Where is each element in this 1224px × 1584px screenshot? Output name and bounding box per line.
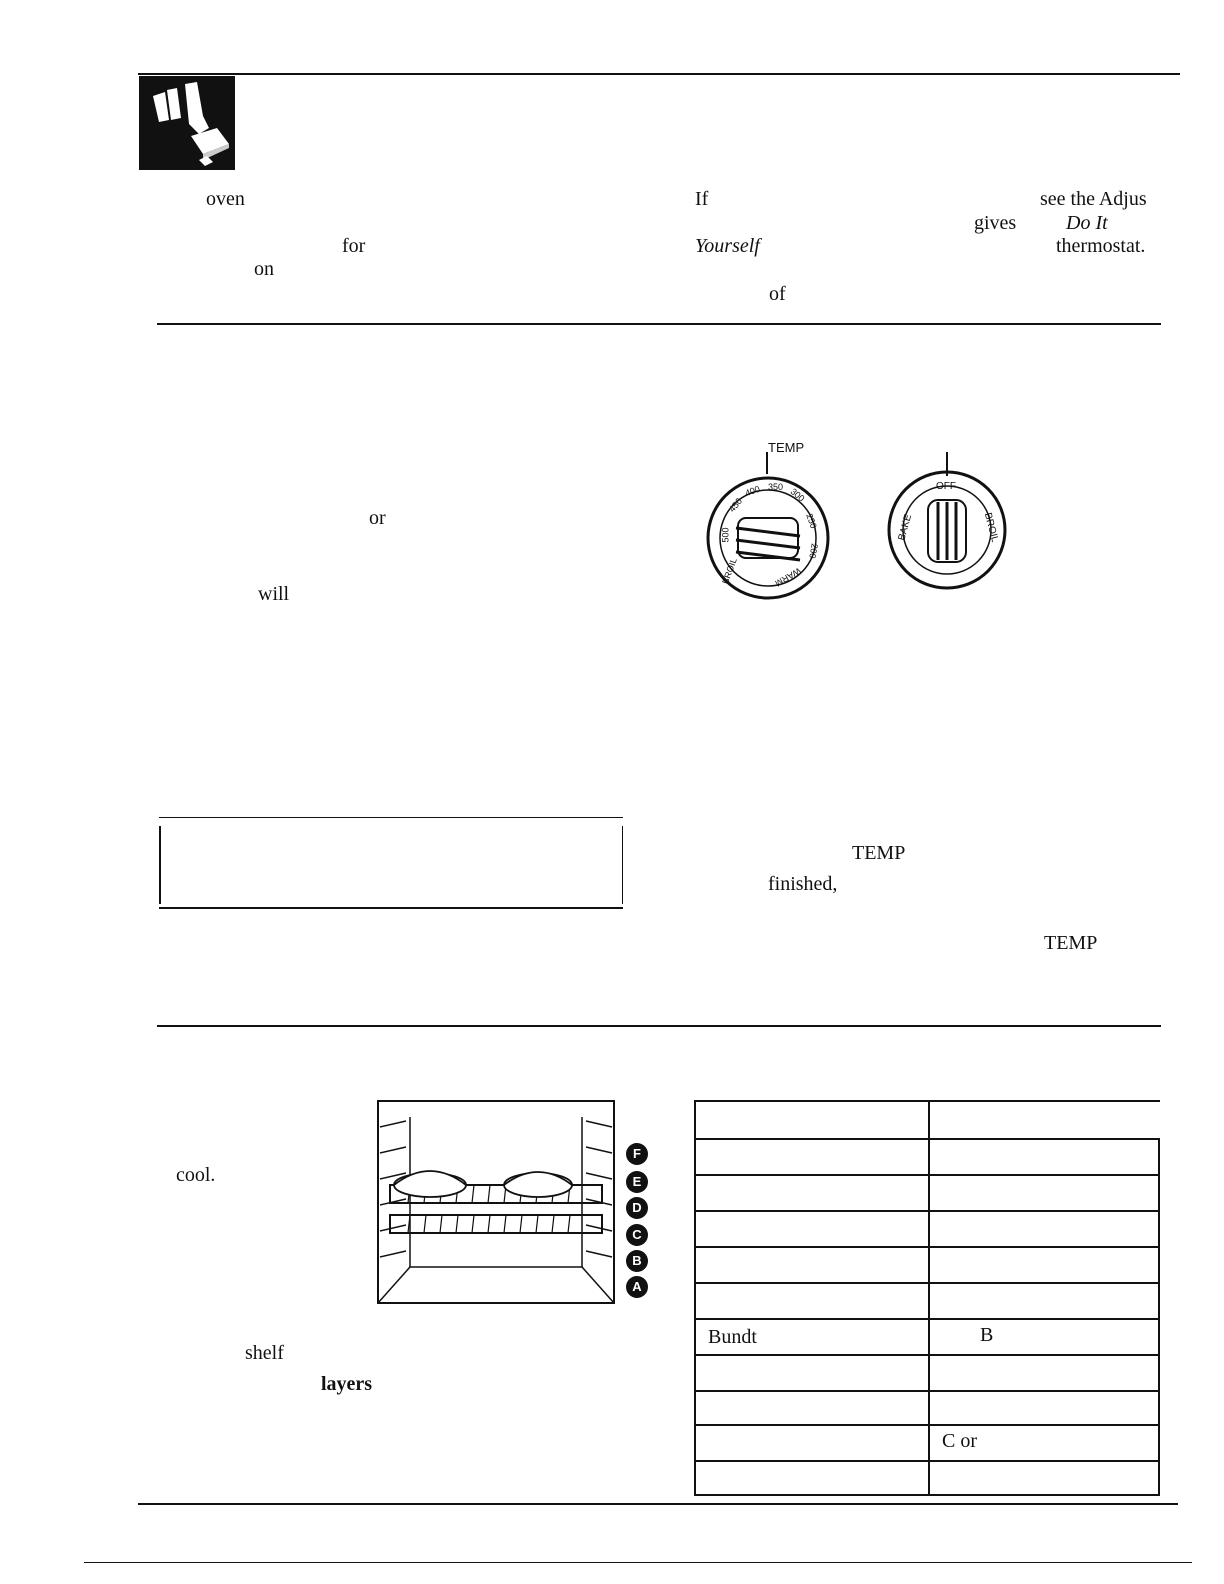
intro-word-gives: gives xyxy=(974,212,1017,234)
caution-box-left xyxy=(159,826,161,904)
mode-scale-off: OFF xyxy=(936,481,956,492)
intro-word-on: on xyxy=(254,258,274,280)
shelves-word-shelf: shelf xyxy=(245,1342,284,1364)
intro-word-for: for xyxy=(342,235,366,257)
section-divider-1 xyxy=(157,323,1161,325)
shelf-position-c: C xyxy=(626,1224,648,1246)
intro-word-do-it: Do It xyxy=(1066,212,1108,234)
caution-box-top xyxy=(159,817,623,818)
intro-word-thermostat: thermostat. xyxy=(1056,235,1146,257)
temp-scale-300: 300 xyxy=(788,486,807,504)
temp-pointer-label: TEMP xyxy=(768,440,805,455)
temp-scale-200: 200 xyxy=(807,542,820,560)
shelf-position-e: E xyxy=(626,1171,648,1193)
caution-box-bottom xyxy=(159,907,623,909)
temp-scale-warm: WARM xyxy=(773,565,803,589)
temp-scale-500: 500 xyxy=(720,527,731,543)
shelf-position-f: F xyxy=(626,1143,648,1165)
caution-box-right xyxy=(622,826,623,904)
intro-word-if: If xyxy=(695,188,709,210)
footer-rule xyxy=(138,1503,1178,1505)
temp-scale-450: 450 xyxy=(726,496,745,514)
shelves-word-cool: cool. xyxy=(176,1164,216,1186)
intro-word-of: of xyxy=(769,283,786,305)
intro-word-see-adjust: see the Adjus xyxy=(1040,188,1147,210)
page-bottom-rule xyxy=(84,1562,1192,1563)
header-rule xyxy=(138,73,1180,75)
controls-word-or: or xyxy=(369,507,386,529)
mode-scale-bake: BAKE xyxy=(896,513,915,542)
shelf-position-d: D xyxy=(626,1197,648,1219)
oven-temp-dial xyxy=(700,440,840,600)
temp-scale-250: 250 xyxy=(804,512,819,530)
controls-word-will: will xyxy=(258,583,290,605)
intro-word-oven: oven xyxy=(206,188,245,210)
temp-scale-broil: BROIL xyxy=(720,556,739,586)
shelf-position-b: B xyxy=(626,1250,648,1272)
temp-scale-400: 400 xyxy=(743,483,762,499)
intro-word-yourself: Yourself xyxy=(695,235,760,257)
section-divider-2 xyxy=(157,1025,1161,1027)
controls-word-temp-1: TEMP xyxy=(852,842,906,864)
shelf-position-table xyxy=(694,1100,1160,1496)
oven-interior-illustration xyxy=(370,1097,622,1311)
table-cell-food: Bundt xyxy=(708,1326,757,1348)
table-cell-position: B xyxy=(980,1324,994,1346)
hand-pressing-button-icon xyxy=(139,76,235,170)
controls-word-temp-2: TEMP xyxy=(1044,932,1098,954)
temp-scale-350: 350 xyxy=(768,482,784,492)
controls-word-finished: finished, xyxy=(768,873,838,895)
mode-scale-broil: BROIL xyxy=(981,511,1001,544)
shelves-word-layers: layers xyxy=(321,1373,373,1395)
shelf-position-a: A xyxy=(626,1276,648,1298)
table-cell-position: C or xyxy=(942,1430,977,1452)
